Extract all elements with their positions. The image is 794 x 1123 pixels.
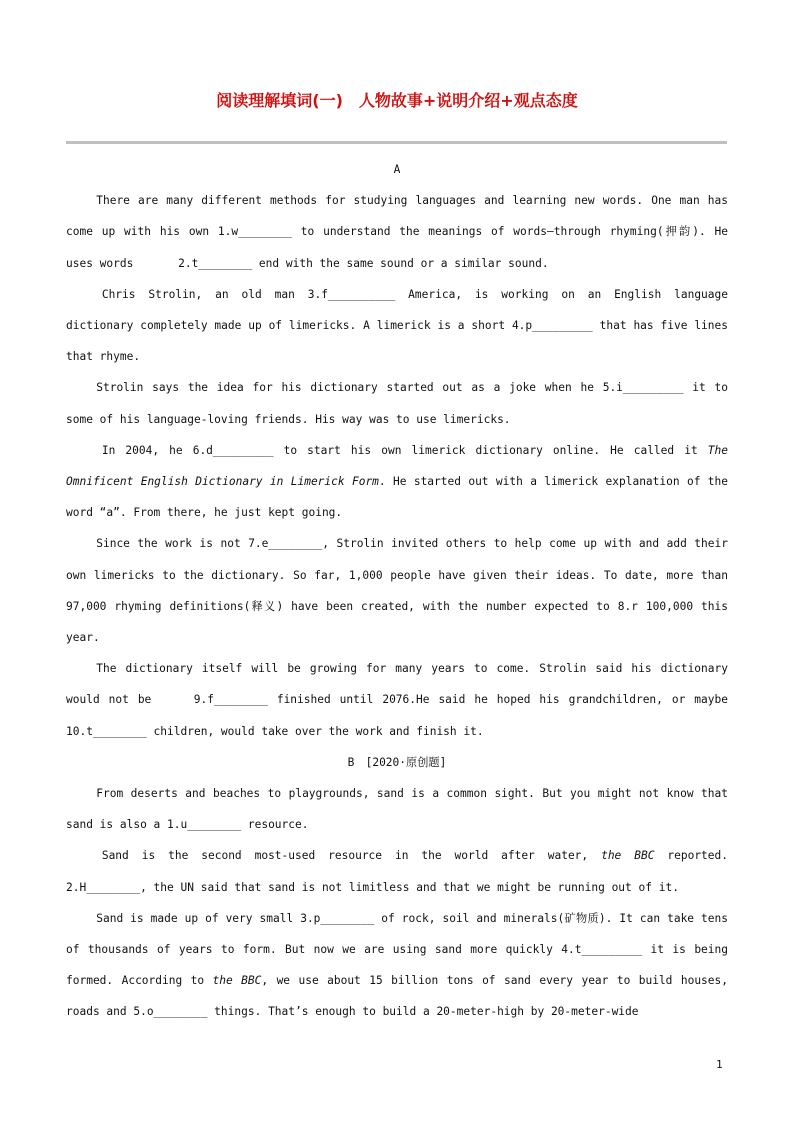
paragraph-a5: Since the work is not 7.e________, Strolin invited others to help come up with and add their own limericks to the dictionary. So far, 1,000 people have given their ideas. To date, more than 97,000 rhyming definitions(释义) have been created, with the number expected to 8.r 100,000 this year. [66,537,728,645]
paragraph-b1: From deserts and beaches to playgrounds, sand is a common sight. But you might not know that sand is also a 1.u________ resource. [66,787,728,832]
paragraph-a4 [66,435,728,529]
source-name: the BBC [212,974,262,988]
paragraph-b2 [66,840,728,902]
source-name: the BBC [601,849,655,863]
paragraph-b3 [66,903,728,1028]
paragraph-a3: Strolin says the idea for his dictionary started out as a joke when he 5.i_________ it to some of his language-loving friends. His way was to use limericks. [66,381,728,426]
document-body [66,154,728,1028]
page-number: 1 [716,1058,723,1071]
section-heading-b: B [2020·原创题] [347,755,447,769]
title-divider [66,141,727,144]
paragraph-a2: Chris Strolin, an old man 3.f__________ America, is working on an English language dictionary completely made up of limericks. A limerick is a short 4.p_________ that has five lines that rhyme. [66,287,728,364]
text-run: According to [121,974,213,988]
page-title: 阅读理解填词(一) 人物故事+说明介绍+观点态度 [216,91,578,110]
paragraph-a6: The dictionary itself will be growing for many years to come. Strolin said his dictionary would not be 9.f________ finished until 2076.He said he hoped his grandchildren, or maybe 10.t________ children, would take over the work and finish it. [66,662,728,738]
text-run: Sand is made up of very small 3.p________ of rock, soil and minerals(矿物质). It can take tens of thousands of years to form. But now we are using sand more quickly 4.t_________ it is being formed. [66,911,728,988]
text-run: , we use about 15 billion tons of sand every year to build houses, roads and 5.o________ things. That’s enough to build a 20-meter-high by 20-meter-wide [66,974,728,1019]
dictionary-title: The Omnificent English Dictionary in Limerick Form [66,443,728,489]
section-heading-a: A [393,163,401,176]
text-run: Sand is the second most-used resource in the world after water, [101,849,602,863]
text-run: reported. 2.H________, the UN said that sand is not limitless and that we might be running out of it. [66,849,728,894]
text-run: . He started out with a limerick explanation of the word “a”. From there, he just kept going. [66,475,728,520]
text-run: In 2004, he 6.d_________ to start his own limerick dictionary online. He called it [101,443,708,457]
paragraph-a1: There are many different methods for studying languages and learning new words. One man has come up with his own 1.w________ to understand the meanings of words—through rhyming(押韵). He uses words 2.t________ end with the same sound or a similar sound. [66,194,728,270]
